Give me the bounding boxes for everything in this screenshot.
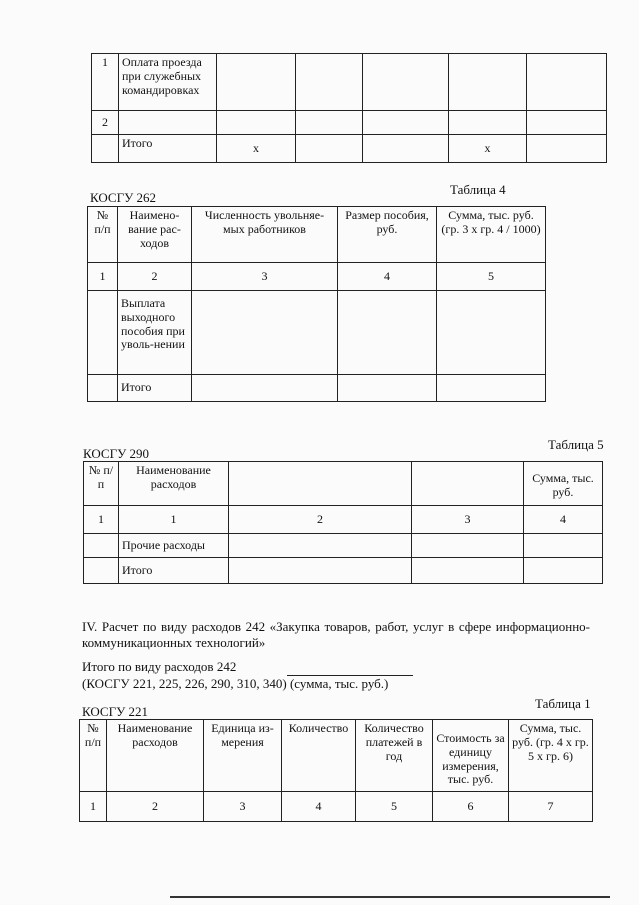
table-row bbox=[84, 558, 603, 584]
kosgu-262-label: КОСГУ 262 bbox=[90, 190, 157, 205]
column-number: 1 bbox=[88, 263, 118, 291]
kosgu-221-table bbox=[79, 719, 593, 822]
column-number: 5 bbox=[356, 792, 433, 822]
kosgu-290-table bbox=[83, 461, 603, 584]
column-number: 3 bbox=[192, 263, 338, 291]
header-unit-cost: Стоимость за единицу измерения, тыс. руб. bbox=[433, 720, 509, 792]
header-number: № п/п bbox=[88, 207, 118, 263]
column-number: 4 bbox=[524, 506, 603, 534]
table-row bbox=[92, 111, 607, 135]
table-1-caption: Таблица 1 bbox=[535, 696, 591, 711]
column-number: 4 bbox=[338, 263, 437, 291]
header-empty bbox=[229, 462, 412, 506]
row-name: Выплата выходного пособия при уволь-нении bbox=[118, 291, 192, 375]
column-number: 7 bbox=[509, 792, 593, 822]
header-name: Наимено-вание рас-ходов bbox=[118, 207, 192, 263]
header-sum: Сумма, тыс. руб. (гр. 4 х гр. 5 х гр. 6) bbox=[509, 720, 593, 792]
table-row bbox=[92, 135, 607, 163]
travel-expenses-table bbox=[91, 53, 607, 163]
header-row bbox=[84, 462, 603, 506]
header-row bbox=[80, 720, 593, 792]
cell-x: x bbox=[217, 135, 296, 163]
row-name: Прочие расходы bbox=[119, 534, 229, 558]
row-number: 2 bbox=[92, 111, 119, 135]
section-4-heading: IV. Расчет по виду расходов 242 «Закупка товаров, работ, услуг в сфере информационно-коммуникационных технологий» bbox=[82, 619, 590, 650]
kosgu-262-table bbox=[87, 206, 546, 402]
table-4-caption: Таблица 4 bbox=[450, 182, 506, 197]
total-label: Итого bbox=[118, 375, 192, 402]
header-sum: Сумма, тыс. руб. bbox=[524, 462, 603, 506]
total-label: Итого bbox=[119, 558, 229, 584]
table-5-caption: Таблица 5 bbox=[548, 437, 604, 452]
header-name: Наименование расходов bbox=[119, 462, 229, 506]
column-number: 4 bbox=[282, 792, 356, 822]
row-number: 1 bbox=[92, 54, 119, 111]
total-label: Итого bbox=[119, 135, 217, 163]
header-unit: Единица из-мерения bbox=[204, 720, 282, 792]
header-number: № п/п bbox=[84, 462, 119, 506]
column-numbers-row bbox=[88, 263, 546, 291]
column-number: 1 bbox=[119, 506, 229, 534]
column-number: 2 bbox=[118, 263, 192, 291]
header-number: № п/п bbox=[80, 720, 107, 792]
header-quantity: Количество bbox=[282, 720, 356, 792]
column-number: 5 bbox=[437, 263, 546, 291]
column-number: 1 bbox=[84, 506, 119, 534]
column-numbers-row bbox=[80, 792, 593, 822]
header-sum: Сумма, тыс. руб. (гр. 3 х гр. 4 / 1000) bbox=[437, 207, 546, 263]
header-count: Численность увольняе-мых работников bbox=[192, 207, 338, 263]
column-number: 1 bbox=[80, 792, 107, 822]
column-number: 2 bbox=[229, 506, 412, 534]
header-allowance: Размер пособия, руб. bbox=[338, 207, 437, 263]
header-row bbox=[88, 207, 546, 263]
table-row bbox=[88, 291, 546, 375]
total-242-line1: Итого по виду расходов 242 bbox=[82, 659, 237, 674]
row-name: Оплата проезда при служебных командировках bbox=[119, 54, 217, 111]
kosgu-290-label: КОСГУ 290 bbox=[83, 446, 150, 461]
column-number: 3 bbox=[204, 792, 282, 822]
row-name bbox=[119, 111, 217, 135]
table-row bbox=[84, 534, 603, 558]
table-row bbox=[92, 54, 607, 111]
scan-edge-line bbox=[170, 896, 610, 898]
column-numbers-row bbox=[84, 506, 603, 534]
table-row bbox=[88, 375, 546, 402]
column-number: 6 bbox=[433, 792, 509, 822]
column-number: 2 bbox=[107, 792, 204, 822]
header-empty bbox=[412, 462, 524, 506]
column-number: 3 bbox=[412, 506, 524, 534]
header-payments: Количество платежей в год bbox=[356, 720, 433, 792]
cell-x: x bbox=[449, 135, 527, 163]
kosgu-221-label: КОСГУ 221 bbox=[82, 704, 149, 719]
header-name: Наименование расходов bbox=[107, 720, 204, 792]
total-242-line2: (КОСГУ 221, 225, 226, 290, 310, 340) (сумма, тыс. руб.) bbox=[82, 676, 389, 691]
